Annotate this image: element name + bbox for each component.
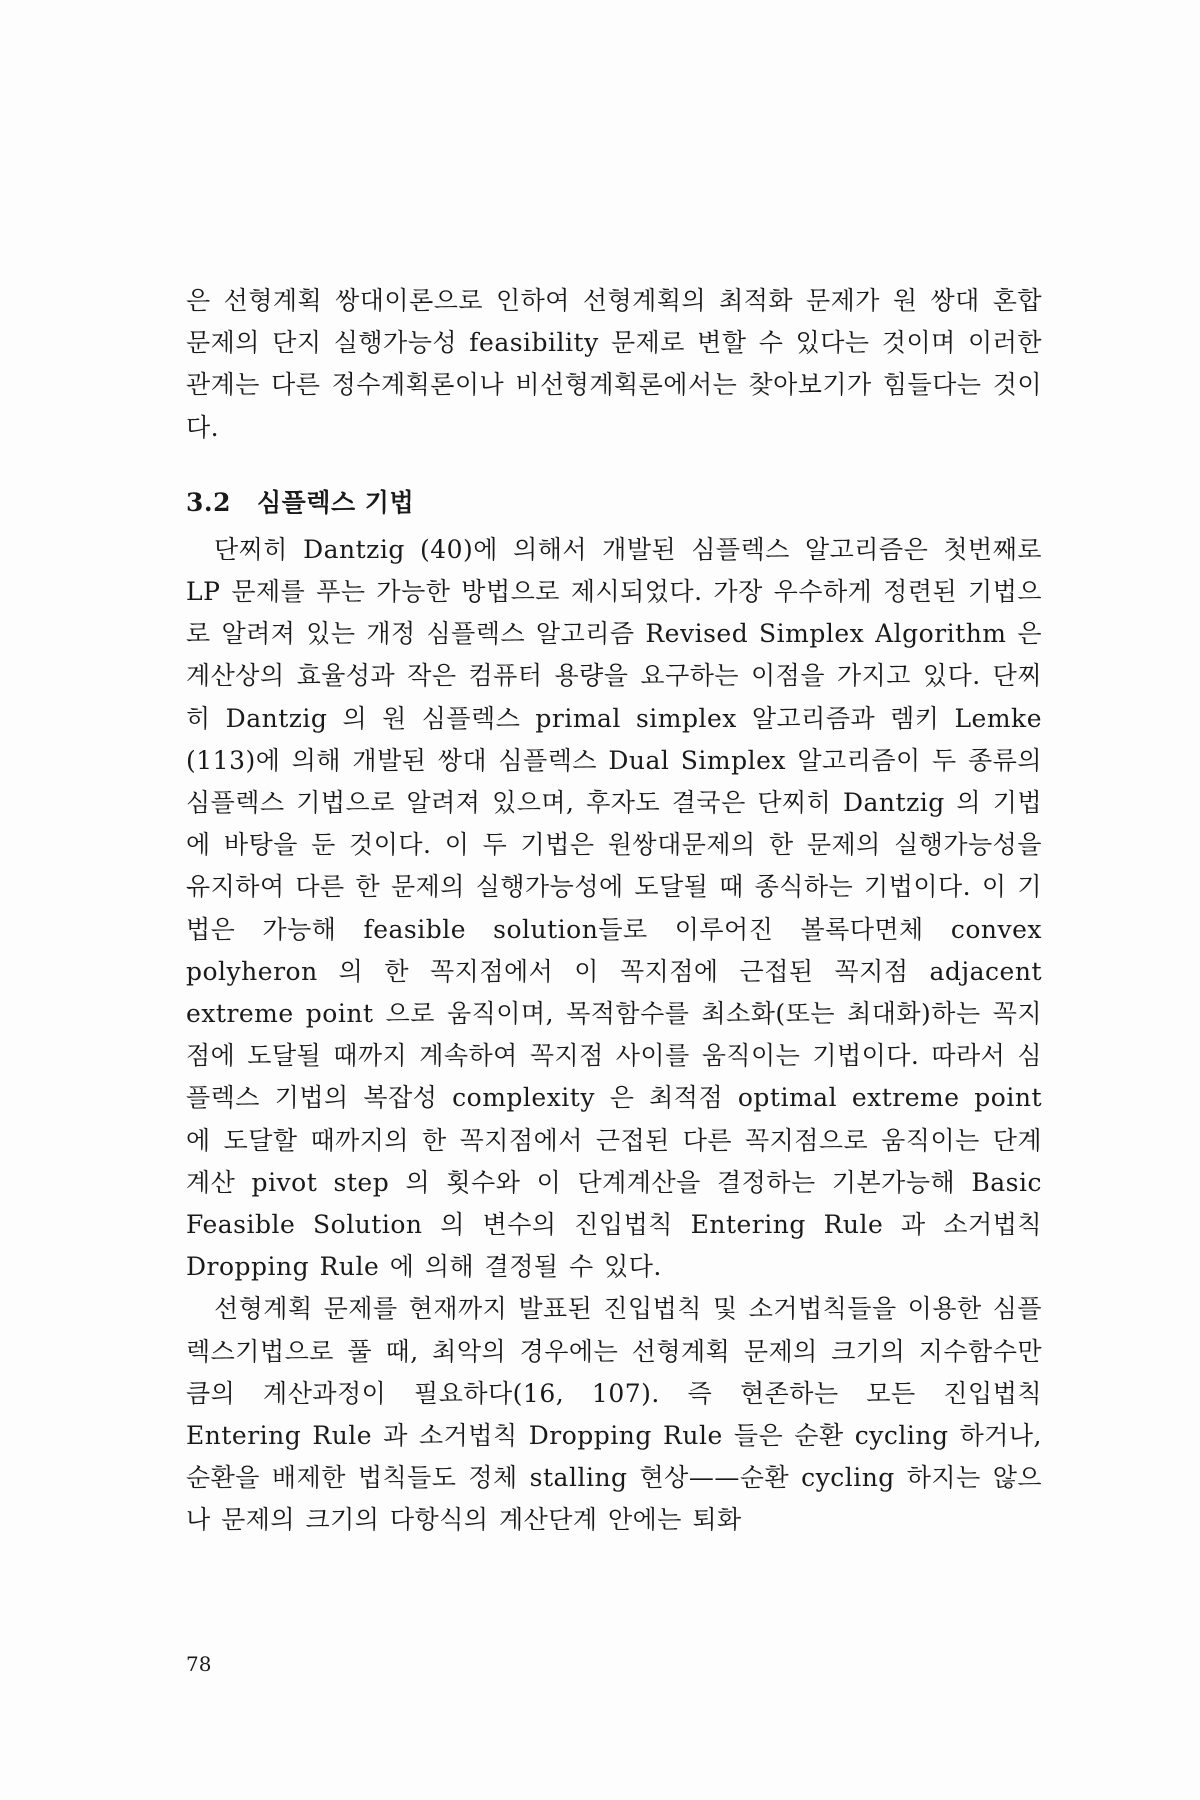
section-number: 3.2 [186, 487, 231, 517]
page-body [186, 280, 1042, 1542]
paragraph-simplex-overview: 단찌히 Dantzig (40)에 의해서 개발된 심플렉스 알고리즘은 첫번째로 LP 문제를 푸는 가능한 방법으로 제시되었다. 가장 우수하게 정련된 기법으로 알려져 있는 개정 심플렉스 알고리즘 Revised Simplex Algorithm 은 계산상의 효율성과 작은 컴퓨터 용량을 요구하는 이점을 가지고 있다. 단찌히 Dantzig 의 원 심플렉스 primal simplex 알고리즘과 렘키 Lemke (113)에 의해 개발된 쌍대 심플렉스 Dual Simplex 알고리즘이 두 종류의 심플렉스 기법으로 알려져 있으며, 후자도 결국은 단찌히 Dantzig 의 기법에 바탕을 둔 것이다. 이 두 기법은 원쌍대문제의 한 문제의 실행가능성을 유지하여 다른 한 문제의 실행가능성에 도달될 때 종식하는 기법이다. 이 기법은 가능해 feasible solution들로 이루어진 볼록다면체 convex polyheron 의 한 꼭지점에서 이 꼭지점에 근접된 꼭지점 adjacent extreme point 으로 움직이며, 목적함수를 최소화(또는 최대화)하는 꼭지점에 도달될 때까지 계속하여 꼭지점 사이를 움직이는 기법이다. 따라서 심플렉스 기법의 복잡성 complexity 은 최적점 optimal extreme point 에 도달할 때까지의 한 꼭지점에서 근접된 다른 꼭지점으로 움직이는 단계계산 pivot step 의 횟수와 이 단계계산을 결정하는 기본가능해 Basic Feasible Solution 의 변수의 진입법칙 Entering Rule 과 소거법칙 Dropping Rule 에 의해 결정될 수 있다. [186, 534, 1042, 1282]
section-heading [186, 483, 1042, 523]
paragraph-worst-case: 선형계획 문제를 현재까지 발표된 진입법칙 및 소거법칙들을 이용한 심플렉스기법으로 풀 때, 최악의 경우에는 선형계획 문제의 크기의 지수함수만큼의 계산과정이 필요하다(16, 107). 즉 현존하는 모든 진입법칙 Entering Rule 과 소거법칙 Dropping Rule 들은 순환 cycling 하거나, 순환을 배제한 법칙들도 정체 stalling 현상——순환 cycling 하지는 않으나 문제의 크기의 다항식의 계산단계 안에는 퇴화 [186, 1294, 1042, 1535]
section-title: 심플렉스 기법 [257, 487, 415, 517]
paragraph-intro-continuation: 은 선형계획 쌍대이론으로 인하여 선형계획의 최적화 문제가 원 쌍대 혼합 문제의 단지 실행가능성 feasibility 문제로 변할 수 있다는 것이며 이러한 관계는 다른 정수계획론이나 비선형계획론에서는 찾아보기가 힘들다는 것이다. [186, 286, 1042, 442]
page-number: 78 [186, 1652, 212, 1676]
